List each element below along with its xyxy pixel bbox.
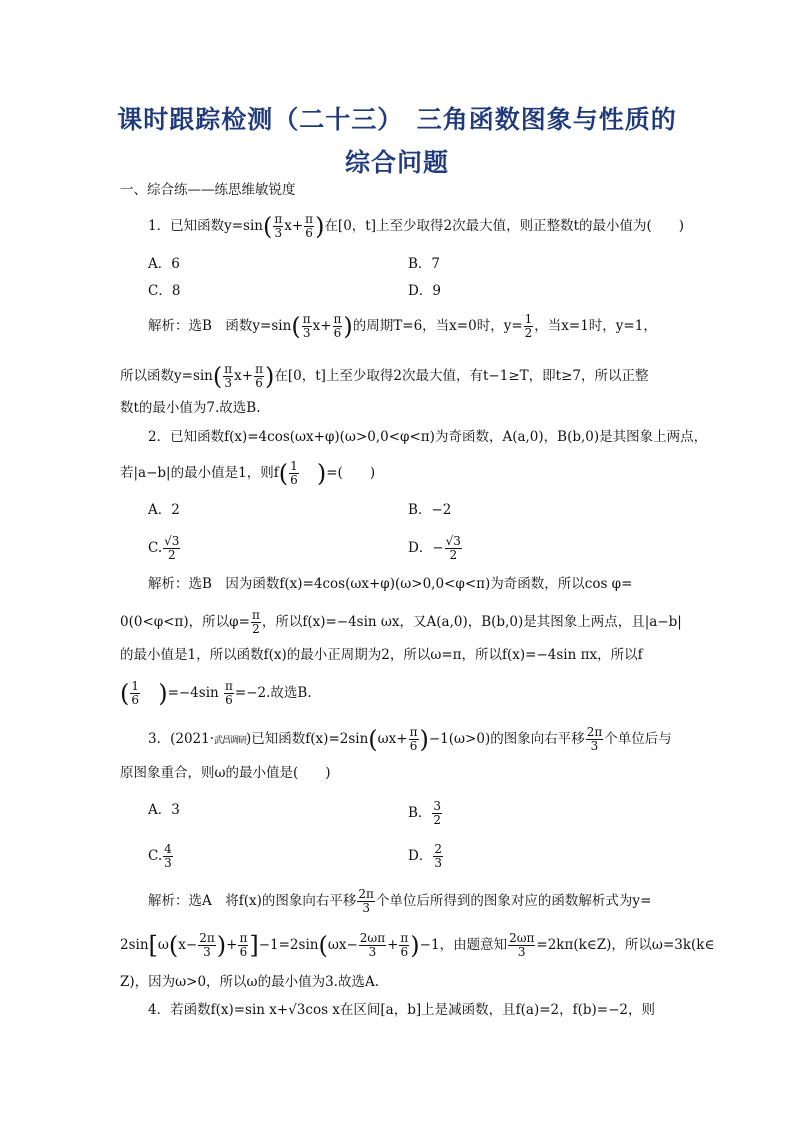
question-4-stem: 4．若函数f(x)=sin x+√3cos x在区间[a，b]上是减函数，且f(a)=2，f(b)=−2，则 [148,1002,656,1018]
q2-option-d: D．− $\frac{√3}{2}$ [408,534,461,562]
q3-solution-line1: 解析：选A 将f(x)的图象向右平移 $\frac{2\pi}{3}$ 个单位后所得到的图象对应的函数解析式为y= [148,887,652,915]
q3-solution-line3: Z)，因为ω>0，所以ω的最小值为3.故选A. [120,974,379,990]
q2-option-b: B．−2 [408,502,452,518]
page-title-line2: 综合问题 [344,148,449,177]
q2-solution-line2: 0(0<φ<π)，所以φ= $\frac{\pi}{2}$ ，所以f(x)=−4sin ωx，又A(a,0)，B(b,0)是其图象上两点，且|a−b| [120,608,682,636]
question-2-stem-line1: 2．已知函数f(x)=4cos(ωx+φ)(ω>0,0<φ<π)为奇函数，A(a,0)，B(b,0)是其图象上两点， [148,429,708,445]
section-heading: 一、综合练——练思维敏锐度 [120,182,296,198]
q1-stem-a: 1．已知函数y=sin [148,218,263,234]
q3-solution-line2: 2sin[ω(x− $\frac{2\pi}{3}$ )+ $\frac{\pi}{6}$ ]−1=2sin(ωx− $\frac{2\omega\pi}{3}$ + $\frac{\pi}{6}$ )−1，由题意知 $\frac{2\omega\pi}{3}$ =2kπ(k∈Z)，所以ω=3k(k∈ [120,931,715,960]
q2-solution-line1: 解析：选B 因为函数f(x)=4cos(ωx+φ)(ω>0,0<φ<π)为奇函数，所以cos φ= [148,576,633,592]
q2-solution-line4: ( $\frac{1}{6}$ )=−4sin $\frac{\pi}{6}$ =−2.故选B. [120,679,312,708]
question-3-stem-line1: 3．(2021·武昌调研)已知函数f(x)=2sin(ωx+ $\frac{\pi}{6}$ )−1(ω>0)的图象向右平移 $\frac{2\pi}{3}$ 个单位后与 [148,725,672,754]
question-1-stem: 1．已知函数y=sin( $\frac{\pi}{3}$ x+ $\frac{\pi}{6}$ )在[0，t]上至少取得2次最大值，则正整数t的最小值为( ) [148,212,685,241]
question-2-stem-line2: 若|a−b|的最小值是1，则f( $\frac{1}{6}$ )=( ) [120,459,376,488]
source-tag: 武昌调研 [214,736,247,746]
q1-solution-line3: 数t的最小值为7.故选B. [120,400,261,416]
q2-option-a: A．2 [148,502,180,518]
q1-stem-b: 在[0，t]上至少取得2次最大值，则正整数t的最小值为( ) [324,218,685,234]
page-title: 课时跟踪检测（二十三） 三角函数图象与性质的 [117,105,677,134]
q1-option-d: D．9 [408,283,441,299]
q1-option-b: B．7 [408,256,441,272]
q1-solution-line1: 解析：选B 函数y=sin( $\frac{\pi}{3}$ x+ $\frac{\pi}{6}$ )的周期T=6，当x=0时，y= $\frac{1}{2}$ ，当x=1时，y=1， [148,312,657,341]
q3-option-c: C. $\frac{4}{3}$ [148,842,172,870]
question-3-stem-line2: 原图象重合，则ω的最小值是( ) [120,765,331,781]
q1-solution-line2: 所以函数y=sin( $\frac{\pi}{3}$ x+ $\frac{\pi}{6}$ )在[0，t]上至少取得2次最大值，有t−1≥T，即t≥7，所以正整 [120,362,649,391]
q3-option-a: A．3 [148,802,180,818]
q1-option-c: C．8 [148,283,181,299]
q2-solution-line3: 的最小值是1，所以函数f(x)的最小正周期为2，所以ω=π，所以f(x)=−4sin πx，所以f [120,647,643,663]
q2-option-c: C. $\frac{√3}{2}$ [148,534,180,562]
q3-option-b: B． $\frac{3}{2}$ [408,799,442,827]
q3-option-d: D． $\frac{2}{3}$ [408,842,442,870]
frac-pi-6: $\frac{\pi}{6}$ [305,212,314,240]
frac-pi-3: $\frac{\pi}{3}$ [274,212,283,240]
q1-option-a: A．6 [148,256,180,272]
